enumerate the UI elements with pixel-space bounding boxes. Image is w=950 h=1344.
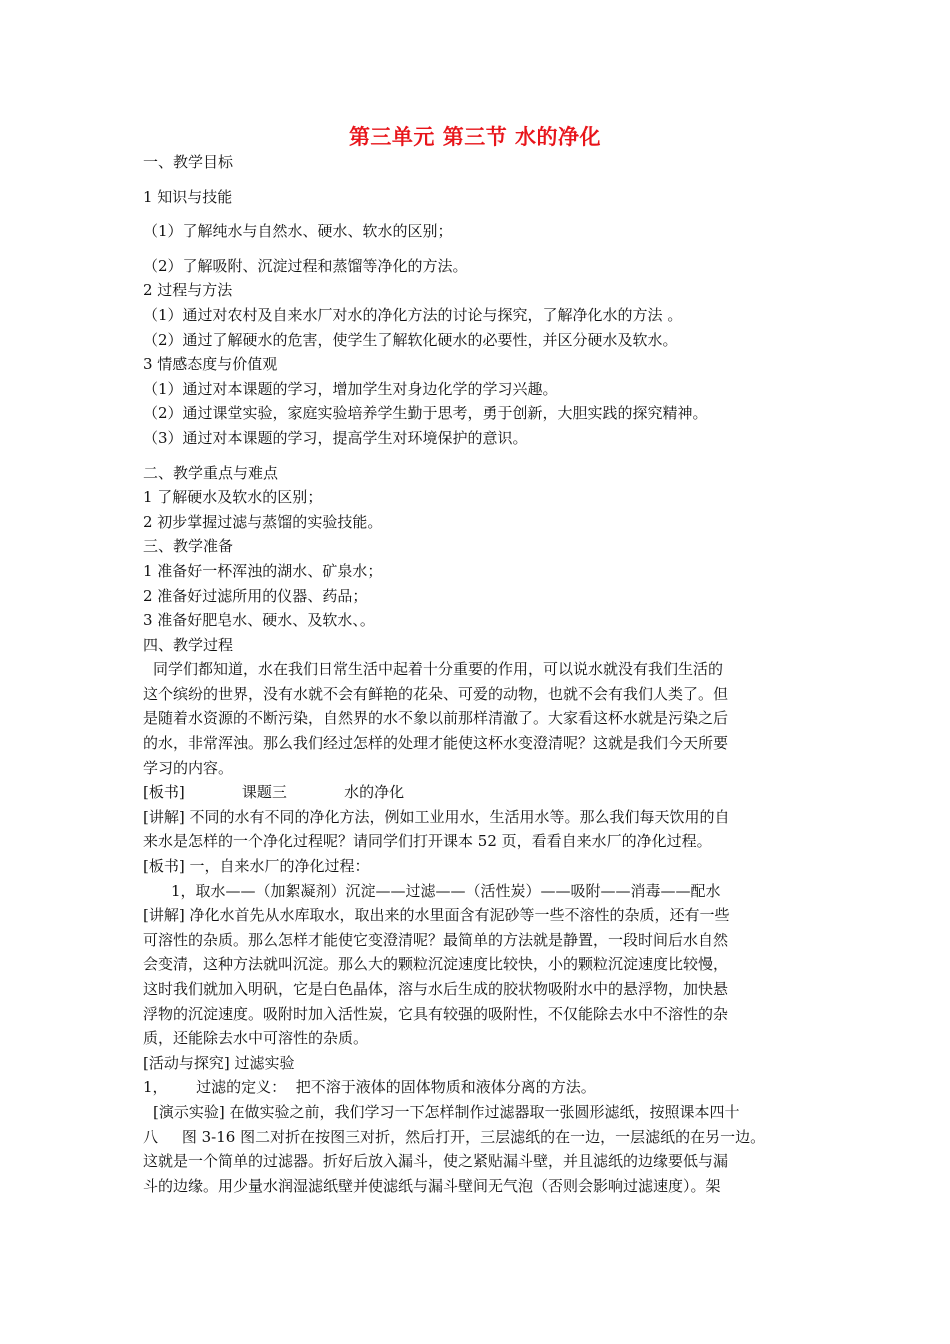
- text-line: （2）通过课堂实验，家庭实验培养学生勤于思考，勇于创新，大胆实践的探究精神。: [143, 404, 708, 423]
- text-line: （1）通过对本课题的学习，增加学生对身边化学的学习兴趣。: [143, 379, 558, 398]
- process-steps: 1，取水——（加絮凝剂）沉淀——过滤——（活性炭）——吸附——消毒——配水: [171, 881, 721, 900]
- text-line: 3 准备好肥皂水、硬水、及软水、。: [143, 611, 375, 630]
- heading-teaching-process: 四、教学过程: [143, 635, 234, 654]
- text-line: （3）通过对本课题的学习，提高学生对环境保护的意识。: [143, 428, 528, 447]
- paragraph-line: [讲解] 净化水首先从水库取水，取出来的水里面含有泥砂等一些不溶性的杂质，还有一些: [143, 906, 730, 925]
- text-line: （1）通过对农村及自来水厂对水的净化方法的讨论与探究，了解净化水的方法 。: [143, 305, 683, 324]
- activity-heading: [活动与探究] 过滤实验: [143, 1053, 295, 1072]
- paragraph-line: 浮物的沉淀速度。吸附时加入活性炭，它具有较强的吸附性，不仅能除去水中不溶性的杂: [143, 1004, 729, 1023]
- paragraph-line: 同学们都知道，水在我们日常生活中起着十分重要的作用，可以说水就没有我们生活的: [153, 660, 724, 679]
- paragraph-line: 质，还能除去水中可溶性的杂质。: [143, 1029, 369, 1048]
- paragraph-line: 可溶性的杂质。那么怎样才能使它变澄清呢？最简单的方法就是静置，一段时间后水自然: [143, 930, 729, 949]
- heading-objectives: 一、教学目标: [143, 153, 234, 171]
- paragraph-line: 这时我们就加入明矾，它是白色晶体，溶与水后生成的胶状物吸附水中的悬浮物，加快悬: [143, 980, 729, 998]
- text-line: 2 准备好过滤所用的仪器、药品；: [143, 586, 368, 605]
- text-line: 1 准备好一杯浑浊的湖水、矿泉水；: [143, 561, 383, 580]
- text-line: 1 了解硬水及软水的区别；: [143, 488, 323, 507]
- heading-preparation: 三、教学准备: [143, 537, 234, 556]
- board-note: [板书] 一，自来水厂的净化过程：: [143, 857, 370, 876]
- board-note: [板书] 课题三 水的净化: [143, 783, 405, 802]
- paragraph-line: 的水，非常浑浊。那么我们经过怎样的处理才能使这杯水变澄清呢？这就是我们今天所要: [143, 734, 729, 753]
- paragraph-line: 来水是怎样的一个净化过程呢？请同学们打开课本 52 页，看看自来水厂的净化过程。: [143, 832, 712, 851]
- paragraph-line: 学习的内容。: [143, 758, 234, 777]
- subheading-process: 2 过程与方法: [143, 281, 233, 300]
- text-line: （2）了解吸附、沉淀过程和蒸馏等净化的方法。: [143, 256, 468, 275]
- definition-line: 1， 过滤的定义： 把不溶于液体的固体物质和液体分离的方法。: [143, 1078, 596, 1097]
- subheading-knowledge: 1 知识与技能: [143, 187, 233, 206]
- paragraph-line: [讲解] 不同的水有不同的净化方法，例如工业用水，生活用水等。那么我们每天饮用的自: [143, 807, 730, 826]
- subheading-attitude: 3 情感态度与价值观: [143, 355, 278, 374]
- paragraph-line: 会变清，这种方法就叫沉淀。那么大的颗粒沉淀速度比较快，小的颗粒沉淀速度比较慢，: [143, 955, 729, 974]
- paragraph-line: 八 图 3-16 图二对折在按图三对折，然后打开，三层滤纸的在一边，一层滤纸的在另一边。: [143, 1127, 766, 1146]
- paragraph-line: 这个缤纷的世界，没有水就不会有鲜艳的花朵、可爱的动物，也就不会有我们人类了。但: [143, 684, 729, 703]
- document-title: 第三单元 第三节 水的净化: [348, 125, 602, 149]
- document-body: [143, 150, 815, 1198]
- text-line: 2 初步掌握过滤与蒸馏的实验技能。: [143, 512, 383, 531]
- paragraph-line: [演示实验] 在做实验之前，我们学习一下怎样制作过滤器取一张圆形滤纸，按照课本四十: [153, 1102, 740, 1121]
- paragraph-line: 这就是一个简单的过滤器。折好后放入漏斗，使之紧贴漏斗壁，并且滤纸的边缘要低与漏: [143, 1152, 729, 1171]
- paragraph-line: 斗的边缘。用少量水润湿滤纸壁并使滤纸与漏斗壁间无气泡（否则会影响过滤速度）。架: [143, 1176, 721, 1195]
- paragraph-line: 是随着水资源的不断污染，自然界的水不象以前那样清澈了。大家看这杯水就是污染之后: [143, 709, 729, 728]
- text-line: （2）通过了解硬水的危害，使学生了解软化硬水的必要性，并区分硬水及软水。: [143, 330, 678, 349]
- heading-key-points: 二、教学重点与难点: [143, 463, 279, 482]
- text-line: （1）了解纯水与自然水、硬水、软水的区别；: [143, 222, 453, 241]
